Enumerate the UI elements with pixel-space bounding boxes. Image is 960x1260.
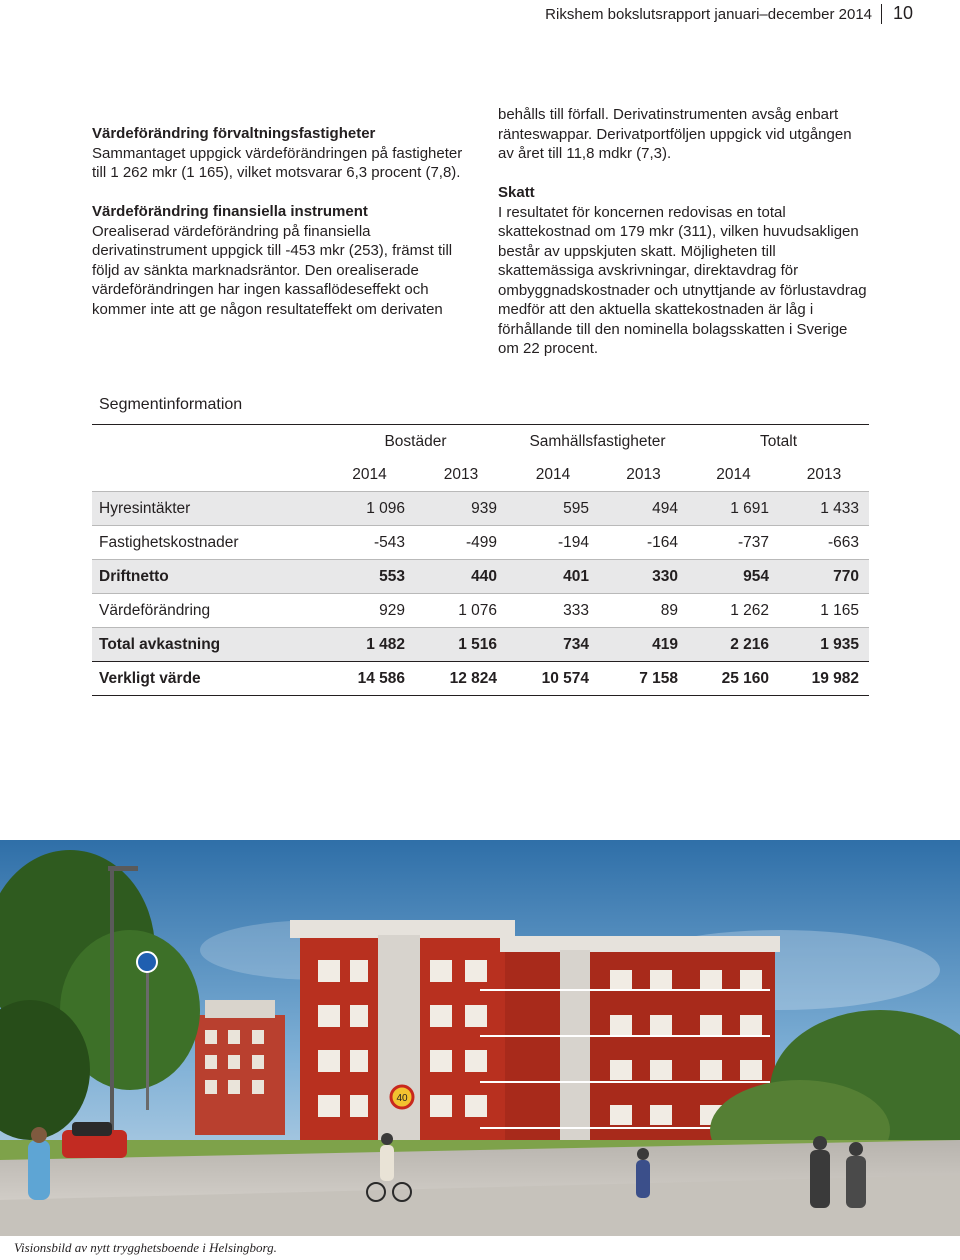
table-cell: 954 bbox=[688, 560, 779, 594]
table-cell: 1 262 bbox=[688, 594, 779, 628]
table-cell: 2 216 bbox=[688, 628, 779, 662]
table-cell: 10 574 bbox=[507, 662, 599, 696]
table-cell: 770 bbox=[779, 560, 869, 594]
table-cell: 939 bbox=[415, 492, 507, 526]
table-cell: 1 516 bbox=[415, 628, 507, 662]
table-cell: 19 982 bbox=[779, 662, 869, 696]
table-cell: 553 bbox=[324, 560, 415, 594]
page-number: 10 bbox=[893, 3, 914, 23]
table-cell: 330 bbox=[599, 560, 688, 594]
table-row bbox=[92, 526, 869, 560]
table-cell: 7 158 bbox=[599, 662, 688, 696]
table-cell: 89 bbox=[599, 594, 688, 628]
year-header: 2013 bbox=[779, 458, 869, 492]
segment-title: Segmentinformation bbox=[99, 396, 243, 413]
page-header bbox=[0, 0, 960, 30]
table-cell: 1 482 bbox=[324, 628, 415, 662]
table-cell: 1 096 bbox=[324, 492, 415, 526]
table-row bbox=[92, 594, 869, 628]
row-label: Total avkastning bbox=[92, 628, 324, 662]
table-cell: 734 bbox=[507, 628, 599, 662]
table-cell: 494 bbox=[599, 492, 688, 526]
heading-value-change-instruments: Värdeförändring finansiella instrument bbox=[92, 203, 368, 220]
table-cell: 1 076 bbox=[415, 594, 507, 628]
table-cell: 1 691 bbox=[688, 492, 779, 526]
table-cell: -164 bbox=[599, 526, 688, 560]
report-title: Rikshem bokslutsrapport januari–december 2014 bbox=[545, 6, 872, 23]
table-cell: 14 586 bbox=[324, 662, 415, 696]
table-cell: 401 bbox=[507, 560, 599, 594]
table-cell: 595 bbox=[507, 492, 599, 526]
paragraph-derivatives-continued: behålls till förfall. Derivatinstrumenten avsåg enbart ränteswappar. Derivatportföljen uppgick vid utgången av året till 11,8 mdkr (7,3). bbox=[498, 106, 852, 162]
row-label: Fastighetskostnader bbox=[92, 526, 324, 560]
table-row bbox=[92, 560, 869, 594]
heading-value-change-properties: Värdeförändring förvaltningsfastigheter bbox=[92, 125, 376, 142]
table-row bbox=[92, 628, 869, 662]
group-header-samhallsfastigheter: Samhällsfastigheter bbox=[507, 425, 688, 459]
paragraph-tax: I resultatet för koncernen redovisas en total skattekostnad om 179 mkr (311), vilken huvudsakligen består av uppskjuten skatt. Möjligheten till skattemässiga avskrivningar, direktavdrag för ombyggnadskostnader och utnyttjande av förlustavdrag medför att den aktuella skattekostnaden är låg i förhållande till den nominella bolagsskatten i Sverige om 22 procent. bbox=[498, 203, 867, 357]
table-cell: -663 bbox=[779, 526, 869, 560]
year-header-row bbox=[92, 458, 869, 492]
left-text-column bbox=[92, 124, 468, 319]
table-row bbox=[92, 492, 869, 526]
heading-tax: Skatt bbox=[498, 184, 535, 201]
year-header: 2013 bbox=[415, 458, 507, 492]
speed-sign-text: 40 bbox=[396, 1093, 408, 1104]
header-divider bbox=[881, 4, 882, 24]
year-header: 2014 bbox=[688, 458, 779, 492]
table-cell: 1 433 bbox=[779, 492, 869, 526]
group-header-bostader: Bostäder bbox=[324, 425, 507, 459]
row-label: Hyresintäkter bbox=[92, 492, 324, 526]
table-cell: 1 165 bbox=[779, 594, 869, 628]
table-cell: -737 bbox=[688, 526, 779, 560]
table-cell: 929 bbox=[324, 594, 415, 628]
row-label: Värdeförändring bbox=[92, 594, 324, 628]
table-cell: 12 824 bbox=[415, 662, 507, 696]
table-cell: 419 bbox=[599, 628, 688, 662]
year-header: 2014 bbox=[324, 458, 415, 492]
paragraph-value-change-properties: Sammantaget uppgick värdeförändringen på fastigheter till 1 262 mkr (1 165), vilket motsvarar 6,3 procent (7,8). bbox=[92, 144, 463, 181]
photo-caption: Visionsbild av nytt trygghetsboende i Helsingborg. bbox=[14, 1240, 277, 1255]
year-header: 2014 bbox=[507, 458, 599, 492]
table-row bbox=[92, 662, 869, 696]
right-text-column bbox=[498, 105, 870, 359]
paragraph-value-change-instruments: Orealiserad värdeförändring på finansiella derivatinstrument uppgick till -453 mkr (253), främst till följd av sänkta marknadsräntor. Den orealiserade värdeförändringen har ingen kassaflödeseffekt och kommer inte att ge någon resultateffekt om derivaten bbox=[92, 222, 453, 318]
table-cell: -194 bbox=[507, 526, 599, 560]
table-cell: 440 bbox=[415, 560, 507, 594]
row-label: Verkligt värde bbox=[92, 662, 324, 696]
table-cell: 25 160 bbox=[688, 662, 779, 696]
row-label: Driftnetto bbox=[92, 560, 324, 594]
table-cell: 1 935 bbox=[779, 628, 869, 662]
table-cell: -543 bbox=[324, 526, 415, 560]
group-header-totalt: Totalt bbox=[688, 425, 869, 459]
year-header: 2013 bbox=[599, 458, 688, 492]
group-header-row bbox=[92, 425, 869, 459]
table-cell: -499 bbox=[415, 526, 507, 560]
table-cell: 333 bbox=[507, 594, 599, 628]
segment-table bbox=[92, 424, 869, 696]
building-illustration bbox=[0, 840, 960, 1236]
